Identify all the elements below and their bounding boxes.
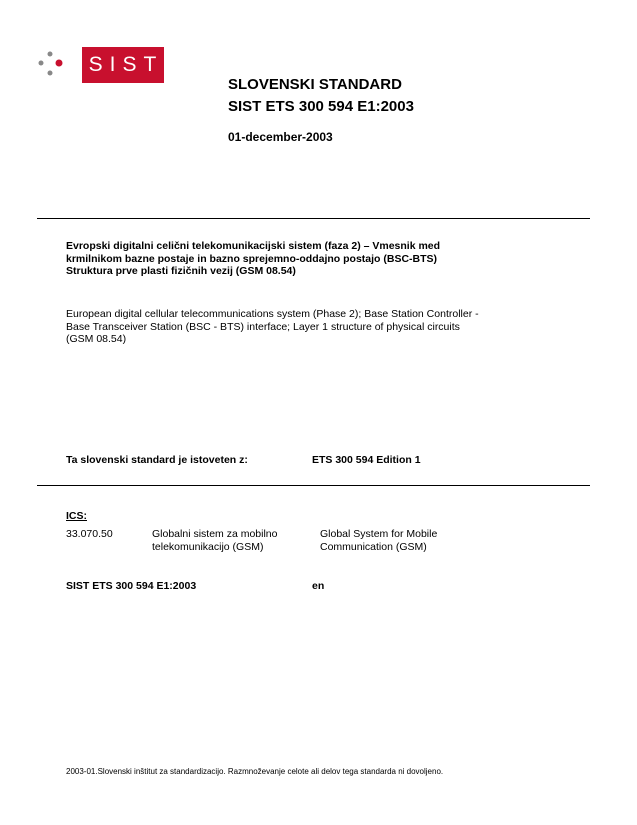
logo-dots-icon bbox=[37, 49, 73, 83]
divider-top bbox=[37, 218, 590, 219]
reference-code: SIST ETS 300 594 E1:2003 bbox=[66, 580, 197, 592]
slovenian-title-line: Evropski digitalni celični telekomunikacijski sistem (faza 2) – Vmesnik med bbox=[66, 240, 441, 252]
logo-text: SIST bbox=[88, 53, 164, 76]
divider-bottom bbox=[37, 485, 590, 486]
ics-slovenian-line: telekomunikacijo (GSM) bbox=[152, 540, 264, 553]
english-title-line: Base Transceiver Station (BSC - BTS) interface; Layer 1 structure of physical circuits bbox=[66, 320, 460, 333]
copyright-footer: 2003-01.Slovenski inštitut za standardizacijo. Razmnoževanje celote ali delov tega standarda ni dovoljeno. bbox=[66, 767, 444, 776]
standard-type: SLOVENSKI STANDARD bbox=[228, 76, 402, 93]
ics-description-slovenian bbox=[152, 528, 312, 553]
english-title-line: (GSM 08.54) bbox=[66, 333, 127, 345]
equivalence-label: Ta slovenski standard je istoveten z: bbox=[66, 454, 248, 466]
slovenian-title bbox=[66, 240, 576, 278]
language-code: en bbox=[312, 580, 325, 592]
ics-english-line: Global System for Mobile bbox=[320, 528, 438, 540]
sist-logo bbox=[82, 47, 164, 83]
ics-slovenian-line: Globalni sistem za mobilno bbox=[152, 528, 278, 540]
equivalence-value: ETS 300 594 Edition 1 bbox=[312, 454, 421, 466]
english-title-line: European digital cellular telecommunications system (Phase 2); Base Station Controller - bbox=[66, 308, 479, 320]
english-title bbox=[66, 308, 576, 346]
slovenian-title-line: krmilnikom bazne postaje in bazno sprejemno-oddajno postajo (BSC-BTS) bbox=[66, 252, 438, 265]
ics-english-line: Communication (GSM) bbox=[320, 540, 427, 553]
ics-heading: ICS: bbox=[66, 510, 87, 522]
ics-description-english bbox=[320, 528, 500, 553]
standard-code: SIST ETS 300 594 E1:2003 bbox=[228, 98, 414, 115]
slovenian-title-line: Struktura prve plasti fizičnih vezij (GSM 08.54) bbox=[66, 265, 296, 277]
publication-date: 01-december-2003 bbox=[228, 130, 333, 144]
ics-code: 33.070.50 bbox=[66, 528, 113, 540]
